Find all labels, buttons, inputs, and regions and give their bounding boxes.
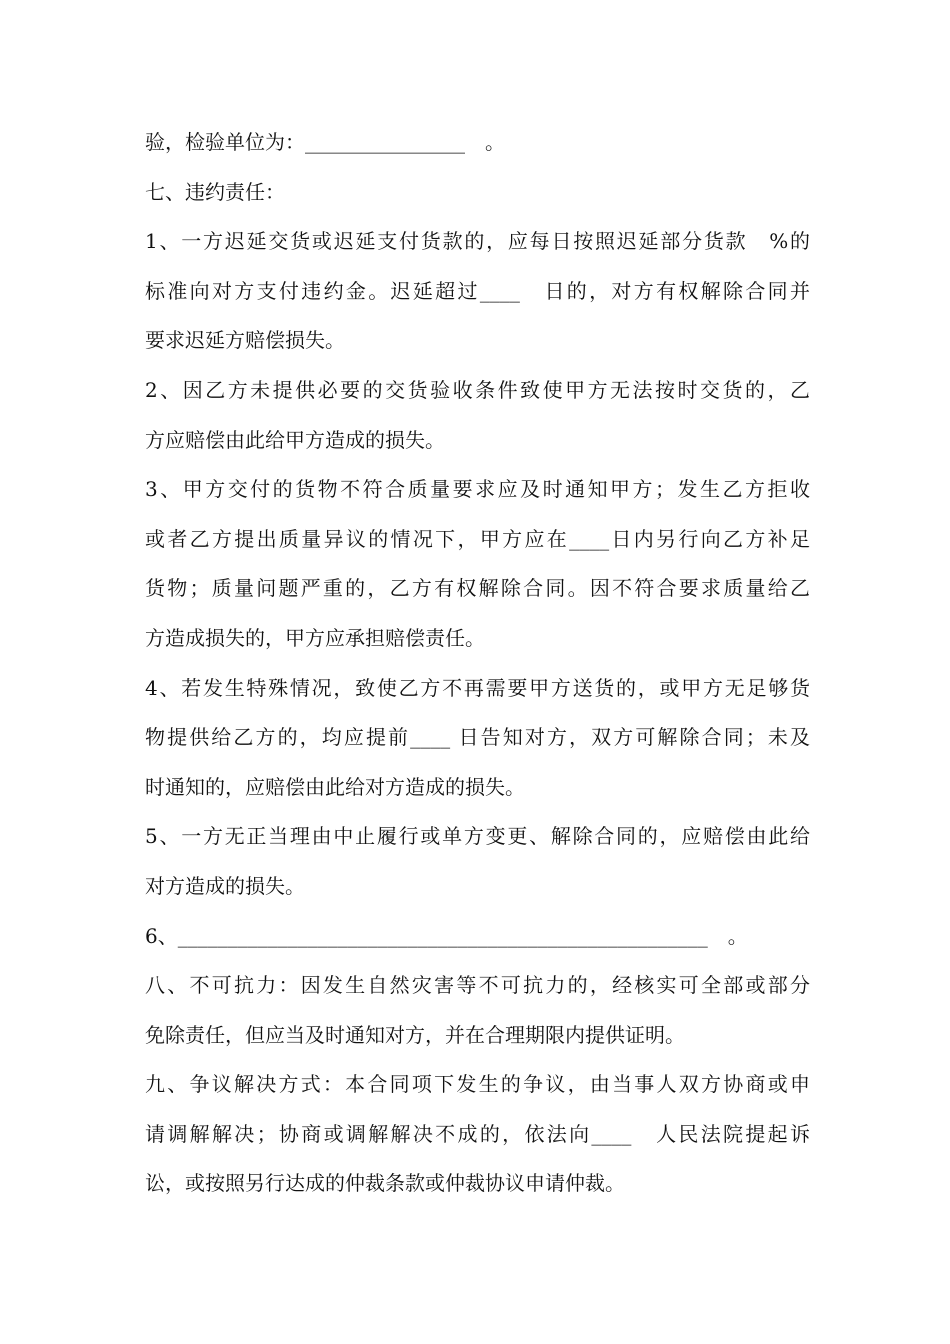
text-line-clause-1-c: 要求迟延方赔偿损失。	[145, 328, 345, 353]
text-line-clause-4-a: 4、若发生特殊情况，致使乙方不再需要甲方送货的，或甲方无足够货	[145, 675, 810, 700]
text-line-clause-5-a: 5、一方无正当理由中止履行或单方变更、解除合同的，应赔偿由此给	[145, 824, 810, 849]
text-line-clause-3-b: 或者乙方提出质量异议的情况下，甲方应在____日内另行向乙方补足	[145, 526, 810, 551]
text-line-inspection-unit: 验，检验单位为：________________ 。	[145, 130, 505, 154]
section-heading-dispute: 九、争议解决方式：本合同项下发生的争议，由当事人双方协商或申	[145, 1072, 810, 1097]
section-heading-force-majeure: 八、不可抗力：因发生自然灾害等不可抗力的，经核实可全部或部分	[145, 973, 810, 998]
text-line-clause-1-a: 1、一方迟延交货或迟延支付货款的，应每日按照迟延部分货款 %的	[145, 229, 810, 254]
text-line-clause-2-a: 2、因乙方未提供必要的交货验收条件致使甲方无法按时交货的，乙	[145, 377, 810, 402]
text-line-clause-2-b: 方应赔偿由此给甲方造成的损失。	[145, 427, 445, 452]
text-line-clause-3-a: 3、甲方交付的货物不符合质量要求应及时通知甲方；发生乙方拒收	[145, 477, 810, 502]
text-line-clause-5-b: 对方造成的损失。	[145, 873, 305, 898]
text-line-force-majeure-b: 免除责任，但应当及时通知对方，并在合理期限内提供证明。	[145, 1022, 685, 1047]
text-line-clause-1-b: 标准向对方支付违约金。迟延超过____ 日的，对方有权解除合同并	[145, 278, 810, 303]
text-line-clause-3-d: 方造成损失的，甲方应承担赔偿责任。	[145, 625, 485, 650]
text-line-clause-6: 6、_____________________________________________________ 。	[145, 923, 748, 948]
text-line-clause-4-b: 物提供给乙方的，均应提前____ 日告知对方，双方可解除合同；未及	[145, 725, 810, 750]
text-line-clause-4-c: 时通知的，应赔偿由此给对方造成的损失。	[145, 774, 525, 799]
section-heading-liability: 七、违约责任：	[145, 179, 285, 204]
text-line-dispute-b: 请调解解决；协商或调解解决不成的，依法向____ 人民法院提起诉	[145, 1121, 810, 1146]
document-body	[145, 118, 810, 1209]
text-line-clause-3-c: 货物；质量问题严重的，乙方有权解除合同。因不符合要求质量给乙	[145, 576, 810, 601]
text-line-dispute-c: 讼，或按照另行达成的仲裁条款或仲裁协议申请仲裁。	[145, 1171, 625, 1196]
